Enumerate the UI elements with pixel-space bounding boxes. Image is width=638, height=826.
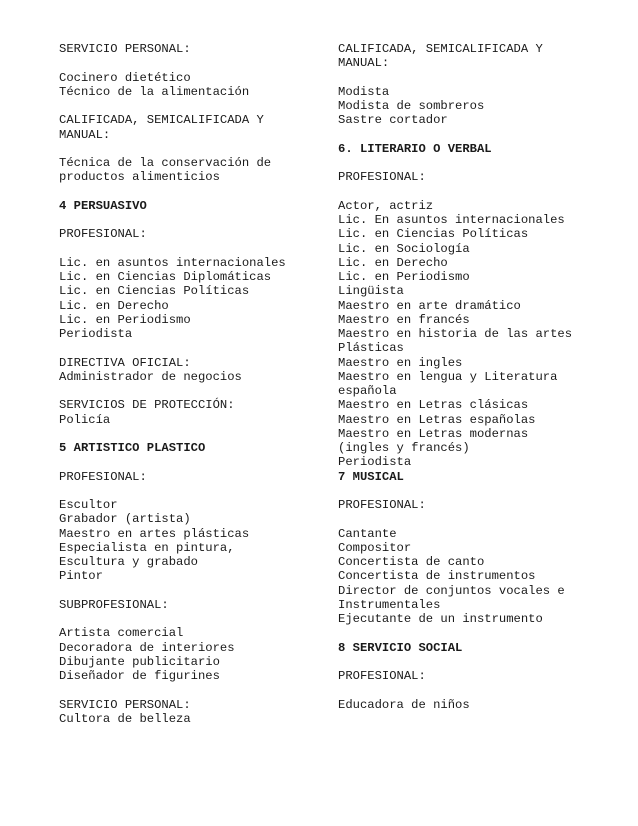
text-line: Lic. en Derecho: [338, 255, 448, 270]
text-line: CALIFICADA, SEMICALIFICADA Y: [59, 113, 264, 128]
section-heading: 6. LITERARIO O VERBAL: [338, 141, 492, 156]
blank-line: [59, 384, 321, 398]
text-line: Lic. en Ciencias Políticas: [59, 284, 250, 299]
text-line: Maestro en lengua y Literatura: [338, 369, 558, 384]
text-line: Concertista de canto: [338, 555, 485, 569]
text-line: Lingüista: [338, 284, 404, 299]
blank-line: [338, 156, 600, 170]
text-line: Lic. en Periodismo: [59, 312, 191, 327]
text-line: Escultura y grabado: [59, 555, 198, 569]
text-line: Concertista de instrumentos: [338, 569, 536, 584]
text-line: Policía: [59, 412, 111, 427]
text-line: PROFESIONAL:: [59, 227, 147, 242]
text-line: Maestro en artes plásticas: [59, 526, 250, 541]
text-line: Grabador (artista): [59, 512, 191, 527]
blank-line: [59, 213, 321, 227]
text-line: Pintor: [59, 569, 103, 584]
text-line: Lic. en asuntos internacionales: [59, 255, 286, 270]
text-line: Maestro en arte dramático: [338, 298, 521, 313]
blank-line: [59, 484, 321, 498]
blank-line: [59, 427, 321, 441]
text-line: Lic. en Ciencias Diplomáticas: [59, 270, 272, 284]
text-line: Decoradora de interiores: [59, 640, 235, 655]
text-line: Cultora de belleza: [59, 711, 191, 726]
text-line: Educadora de niños: [338, 697, 470, 712]
blank-line: [59, 584, 321, 598]
text-line: Director de conjuntos vocales e: [338, 583, 565, 598]
section-heading: 4 PERSUASIVO: [59, 198, 147, 213]
blank-line: [338, 626, 600, 640]
text-line: Cantante: [338, 526, 397, 541]
text-line: española: [338, 384, 397, 398]
blank-line: [338, 71, 600, 85]
text-line: Periodista: [338, 455, 412, 470]
blank-line: [59, 683, 321, 697]
blank-line: [59, 56, 321, 70]
text-line: Lic. en Ciencias Políticas: [338, 227, 529, 242]
text-line: SERVICIOS DE PROTECCIÓN:: [59, 398, 235, 413]
text-line: PROFESIONAL:: [59, 469, 147, 484]
blank-line: [59, 99, 321, 113]
blank-line: [338, 683, 600, 697]
text-line: Escultor: [59, 498, 118, 512]
text-line: Cocinero dietético: [59, 70, 191, 85]
blank-line: [338, 185, 600, 199]
text-line: MANUAL:: [59, 127, 111, 142]
text-line: MANUAL:: [338, 56, 390, 71]
section-heading: 8 SERVICIO SOCIAL: [338, 640, 463, 655]
text-line: PROFESIONAL:: [338, 669, 426, 683]
text-line: Maestro en Letras españolas: [338, 412, 536, 427]
text-line: Lic. En asuntos internacionales: [338, 213, 565, 227]
text-line: DIRECTIVA OFICIAL:: [59, 355, 191, 370]
blank-line: [338, 128, 600, 142]
text-line: Especialista en pintura,: [59, 540, 235, 555]
blank-line: [59, 142, 321, 156]
text-line: Periodista: [59, 327, 133, 341]
text-line: Dibujante publicitario: [59, 654, 220, 669]
text-line: Maestro en ingles: [338, 355, 463, 370]
text-line: Compositor: [338, 540, 412, 555]
text-line: Maestro en Letras modernas: [338, 426, 529, 441]
text-line: Instrumentales: [338, 597, 441, 612]
text-line: Sastre cortador: [338, 113, 448, 128]
text-line: Diseñador de figurines: [59, 669, 220, 683]
right-column: [338, 42, 600, 712]
blank-line: [59, 185, 321, 199]
left-column: [59, 42, 321, 726]
blank-line: [59, 242, 321, 256]
section-heading: 5 ARTISTICO PLASTICO: [59, 441, 206, 455]
text-line: Lic. en Periodismo: [338, 270, 470, 284]
text-line: Maestro en Letras clásicas: [338, 398, 529, 413]
blank-line: [59, 612, 321, 626]
blank-line: [338, 655, 600, 669]
text-line: Modista: [338, 84, 390, 99]
text-line: (ingles y francés): [338, 441, 470, 455]
text-line: productos alimenticios: [59, 170, 220, 185]
section-heading: 7 MUSICAL: [338, 469, 404, 484]
text-line: SUBPROFESIONAL:: [59, 597, 169, 612]
text-line: Artista comercial: [59, 626, 184, 641]
text-line: Lic. en Derecho: [59, 298, 169, 313]
text-line: Maestro en francés: [338, 312, 470, 327]
text-line: Actor, actriz: [338, 198, 434, 213]
blank-line: [338, 512, 600, 526]
text-line: Ejecutante de un instrumento: [338, 612, 543, 626]
blank-line: [59, 341, 321, 355]
blank-line: [59, 455, 321, 469]
text-line: Modista de sombreros: [338, 99, 485, 113]
text-line: CALIFICADA, SEMICALIFICADA Y: [338, 42, 543, 56]
text-line: SERVICIO PERSONAL:: [59, 42, 191, 56]
text-line: Plásticas: [338, 341, 404, 356]
text-line: PROFESIONAL:: [338, 498, 426, 512]
text-line: SERVICIO PERSONAL:: [59, 697, 191, 712]
text-line: Lic. en Sociología: [338, 241, 470, 256]
text-line: Técnico de la alimentación: [59, 84, 250, 99]
text-line: Técnica de la conservación de: [59, 156, 272, 170]
text-line: Administrador de negocios: [59, 369, 242, 384]
text-line: PROFESIONAL:: [338, 170, 426, 185]
blank-line: [338, 484, 600, 498]
text-line: Maestro en historia de las artes: [338, 327, 573, 341]
